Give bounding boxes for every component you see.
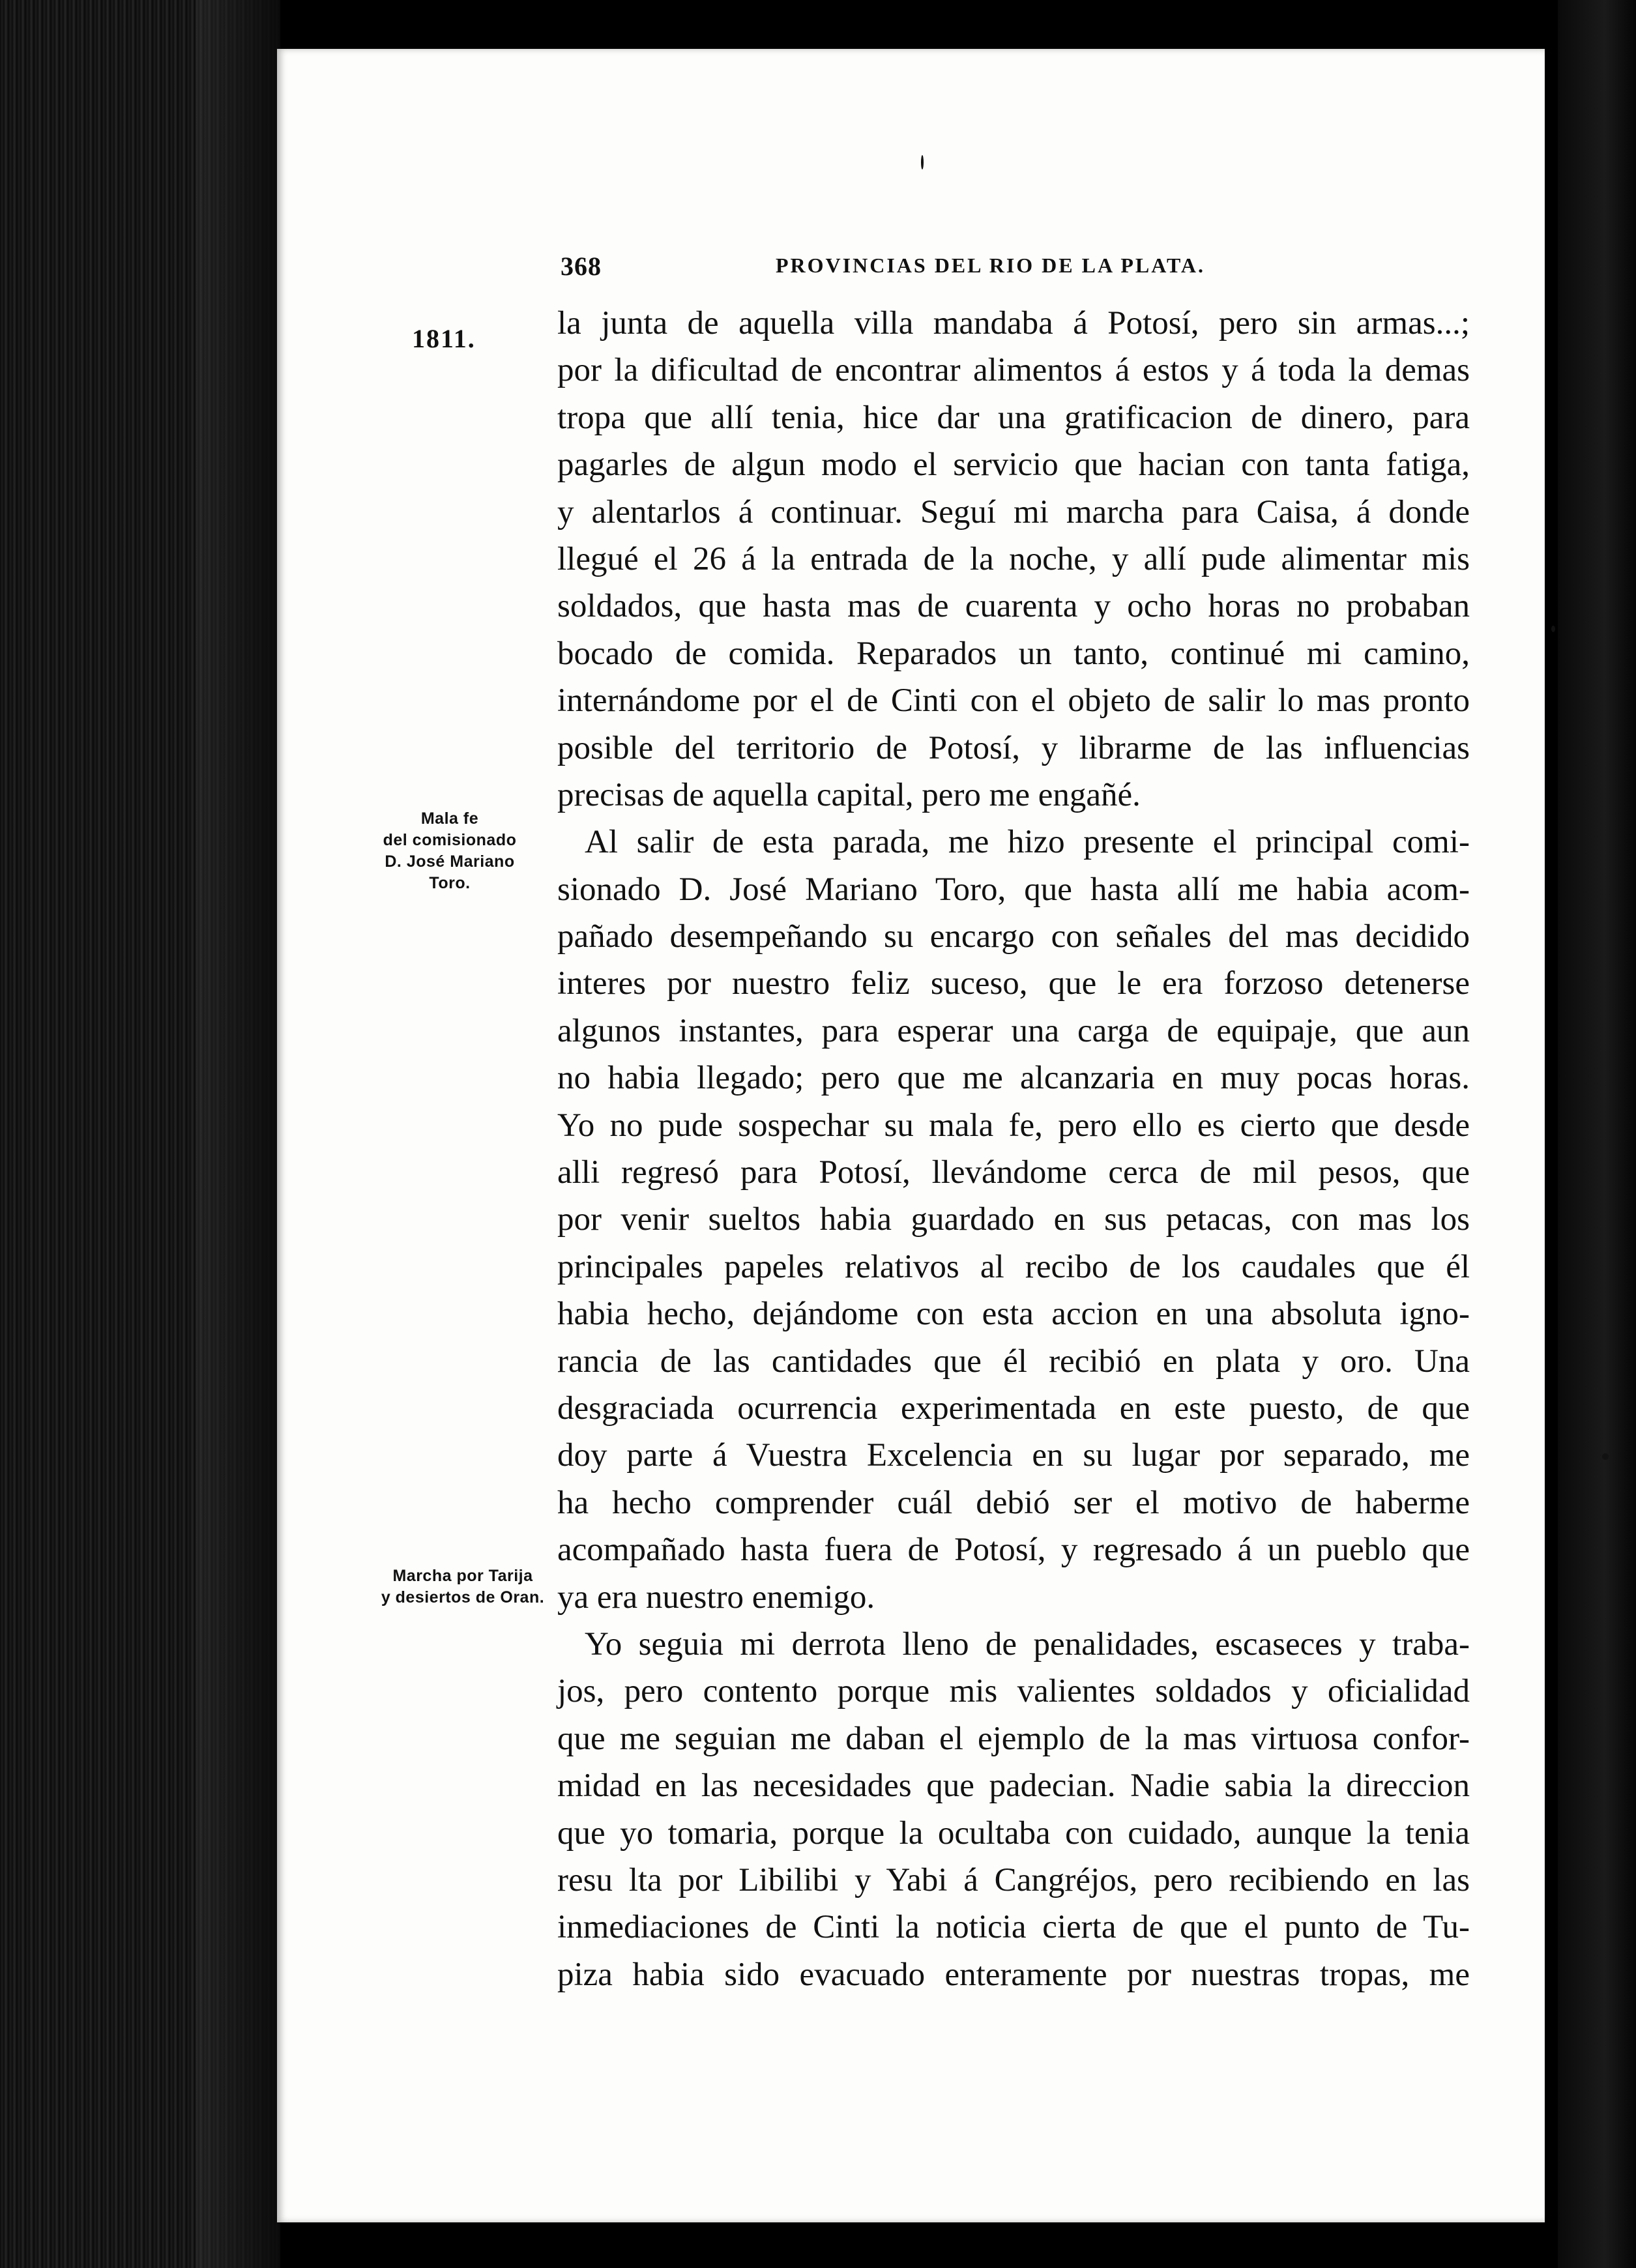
text-line: Al salir de esta parada, me hizo presente el principal comi- xyxy=(585,824,1470,861)
text-line: habia hecho, dejándome con esta accion en una absoluta igno- xyxy=(557,1296,1470,1333)
page-number: 368 xyxy=(561,252,602,281)
text-line: por venir sueltos habia guardado en sus petacas, con mas los xyxy=(557,1201,1470,1238)
text-line: Yo seguia mi derrota lleno de penalidades, escaseces y traba- xyxy=(585,1625,1470,1663)
text-line: midad en las necesidades que padecian. Nadie sabia la direccion xyxy=(557,1767,1470,1805)
text-line: la junta de aquella villa mandaba á Potosí, pero sin armas...; xyxy=(557,305,1470,342)
margin-note-mala-fe xyxy=(362,808,538,894)
text-line: pañado desempeñando su encargo con señales del mas decidido xyxy=(557,918,1470,955)
text-line: desgraciada ocurrencia experimentada en este puesto, de que xyxy=(557,1389,1470,1427)
text-line: interes por nuestro feliz suceso, que le era forzoso detenerse xyxy=(557,965,1470,1002)
text-line: llegué el 26 á la entrada de la noche, y allí pude alimentar mis xyxy=(557,540,1470,577)
text-line: internándome por el de Cinti con el objeto de salir lo mas pronto xyxy=(557,682,1470,720)
text-line: principales papeles relativos al recibo de los caudales que él xyxy=(557,1248,1470,1285)
right-page-edge xyxy=(1558,0,1636,2268)
margin-note-line: Toro. xyxy=(429,874,471,892)
text-line: rancia de las cantidades que él recibió en plata y oro. Una xyxy=(557,1343,1470,1380)
scan-speck xyxy=(1551,626,1555,632)
margin-year: 1811. xyxy=(412,324,476,353)
text-line: no habia llegado; pero que me alcanzaria en muy pocas horas. xyxy=(557,1060,1470,1097)
text-line: jos, pero contento porque mis valientes soldados y oficialidad xyxy=(557,1673,1470,1710)
text-line: soldados, que hasta mas de cuarenta y ocho horas no probaban xyxy=(557,588,1470,625)
scan-speck xyxy=(921,155,924,169)
book-edge-shade xyxy=(196,0,280,2268)
text-line: inmediaciones de Cinti la noticia cierta de que el punto de Tu- xyxy=(557,1909,1470,1946)
body-text xyxy=(557,300,1470,1998)
margin-note-line: del comisionado xyxy=(383,831,517,849)
text-line: y alentarlos á continuar. Seguí mi marcha para Caisa, á donde xyxy=(557,493,1470,531)
text-line: algunos instantes, para esperar una carga de equipaje, que aun xyxy=(557,1012,1470,1049)
text-line: tropa que allí tenia, hice dar una gratificacion de dinero, para xyxy=(557,399,1470,436)
text-line: precisas de aquella capital, pero me engañé. xyxy=(557,776,1141,813)
text-line: ya era nuestro enemigo. xyxy=(557,1578,875,1616)
text-line: pagarles de algun modo el servicio que hacian con tanta fatiga, xyxy=(557,446,1470,484)
text-line: posible del territorio de Potosí, y librarme de las influencias xyxy=(557,729,1470,766)
text-line: sionado D. José Mariano Toro, que hasta allí me habia acom- xyxy=(557,871,1470,908)
text-line: alli regresó para Potosí, llevándome cerca de mil pesos, que xyxy=(557,1154,1470,1191)
text-line: que me seguian me daban el ejemplo de la mas virtuosa confor- xyxy=(557,1720,1470,1757)
text-line: ha hecho comprender cuál debió ser el motivo de haberme xyxy=(557,1484,1470,1521)
margin-note-marcha xyxy=(365,1565,561,1608)
text-line: Yo no pude sospechar su mala fe, pero ello es cierto que desde xyxy=(557,1107,1470,1144)
margin-note-line: y desiertos de Oran. xyxy=(381,1588,545,1606)
scan-speck xyxy=(1602,1453,1609,1460)
running-head xyxy=(561,251,1212,290)
text-line: por la dificultad de encontrar alimentos á estos y á toda la demas xyxy=(557,352,1470,389)
margin-note-line: Marcha por Tarija xyxy=(392,1567,533,1585)
running-title: PROVINCIAS DEL RIO DE LA PLATA. xyxy=(776,254,1206,277)
text-line: resu lta por Libilibi y Yabi á Cangréjos, pero recibiendo en las xyxy=(557,1861,1470,1898)
margin-note-line: D. José Mariano xyxy=(385,852,515,871)
text-line: doy parte á Vuestra Excelencia en su lugar por separado, me xyxy=(557,1437,1470,1474)
text-line: que yo tomaria, porque la ocultaba con cuidado, aunque la tenia xyxy=(557,1814,1470,1852)
text-line: bocado de comida. Reparados un tanto, continué mi camino, xyxy=(557,635,1470,672)
text-line: acompañado hasta fuera de Potosí, y regresado á un pueblo que xyxy=(557,1532,1470,1569)
text-line: piza habia sido evacuado enteramente por nuestras tropas, me xyxy=(557,1956,1470,1993)
margin-note-line: Mala fe xyxy=(420,809,479,828)
